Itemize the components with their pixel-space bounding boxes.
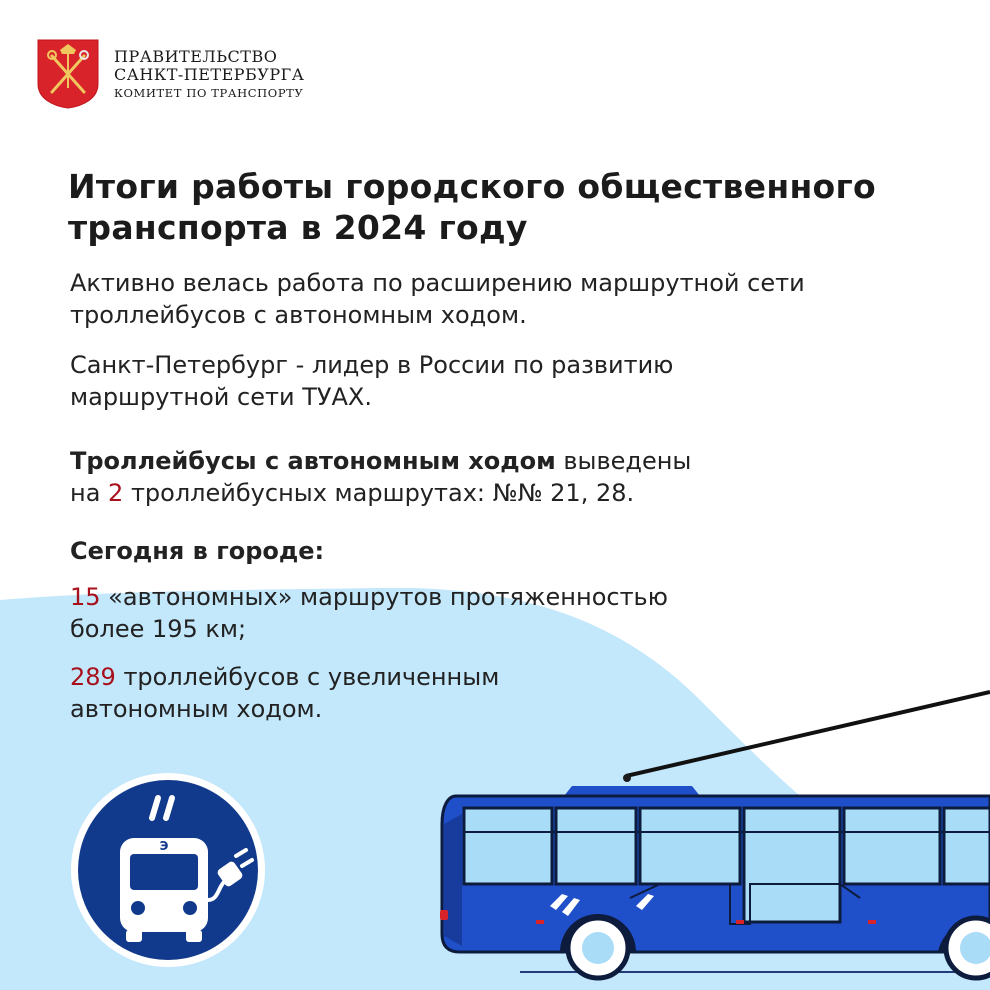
p2-line-1: Санкт-Петербург - лидер в России по развитию [70, 351, 674, 379]
paragraph-routes [70, 446, 930, 510]
p6-rest-1: троллейбусов с увеличенным [115, 663, 500, 691]
p5-rest-2: более 195 км; [70, 614, 247, 643]
header [36, 38, 304, 110]
p2-line-2: маршрутной сети ТУАХ. [70, 382, 372, 411]
p3-rest-1: выведены [555, 447, 692, 475]
p5-rest-1: «автономных» маршрутов протяженностью [100, 583, 668, 611]
p6-number: 289 [70, 663, 116, 691]
electric-trolleybus-badge-icon [68, 770, 268, 970]
p3-rest-2: троллейбусных маршрутах: №№ 21, 28. [123, 478, 635, 507]
p3-number: 2 [108, 478, 124, 507]
trolleybus-illustration-icon [430, 684, 990, 990]
government-line-2: САНКТ-ПЕТЕРБУРГА [114, 65, 305, 85]
committee-name: КОМИТЕТ ПО ТРАНСПОРТУ [114, 85, 304, 100]
government-line-1: ПРАВИТЕЛЬСТВО [114, 47, 278, 66]
p3-bold-text: Троллейбусы с автономным ходом [70, 447, 556, 475]
coat-of-arms-icon [36, 38, 100, 110]
page-title [68, 166, 948, 249]
badge-letter: Э [159, 839, 169, 853]
p1-line-2: троллейбусов с автономным ходом. [70, 300, 527, 329]
paragraph-network-expansion [70, 268, 930, 332]
paragraph-autonomous-routes [70, 582, 930, 646]
p1-line-1: Активно велась работа по расширению маршрутной сети [70, 269, 805, 297]
p5-number: 15 [70, 583, 101, 611]
paragraph-leader [70, 350, 930, 414]
today-heading: Сегодня в городе: [70, 537, 325, 565]
p6-rest-2: автономным ходом. [70, 694, 323, 723]
title-line-1: Итоги работы городского общественного [68, 167, 877, 206]
p3-pre: на [70, 478, 109, 507]
title-line-2: транспорта в 2024 году [68, 208, 528, 248]
